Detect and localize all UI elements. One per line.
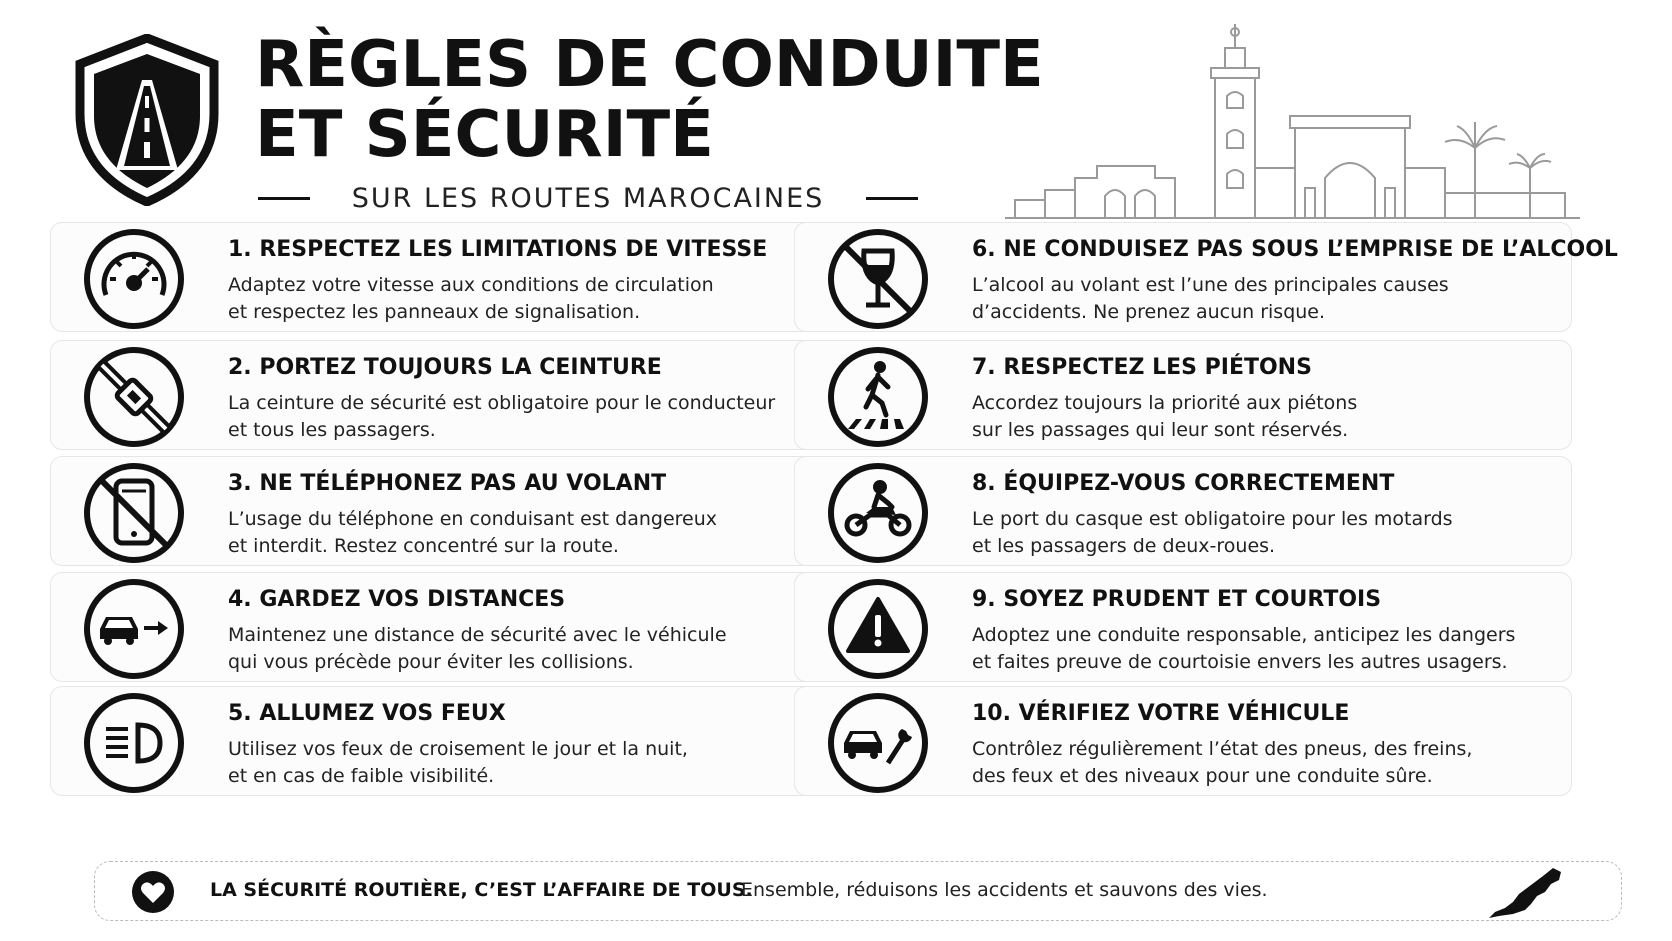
- car-wrench-icon: [826, 691, 930, 795]
- rule-title: 9. SOYEZ PRUDENT ET COURTOIS: [972, 587, 1382, 612]
- morocco-map-icon: [1485, 866, 1565, 920]
- subtitle-row: [258, 180, 918, 216]
- rule-title: 4. GARDEZ VOS DISTANCES: [228, 587, 566, 612]
- rule-description: [972, 736, 1472, 790]
- rule-description: [228, 390, 775, 444]
- rule-description-line-1: L’alcool au volant est l’une des principales causes: [972, 274, 1449, 296]
- rule-description-line-2: des feux et des niveaux pour une conduite sûre.: [972, 765, 1433, 787]
- header: [0, 0, 1672, 225]
- rule-card-10: [794, 686, 1572, 796]
- rule-description-line-1: Le port du casque est obligatoire pour les motards: [972, 508, 1453, 530]
- rule-description: [972, 272, 1449, 326]
- rule-card-1: [50, 222, 828, 332]
- page-title: [255, 30, 1044, 170]
- rule-title: 10. VÉRIFIEZ VOTRE VÉHICULE: [972, 701, 1350, 726]
- rule-description: [228, 272, 714, 326]
- rule-description-line-1: Utilisez vos feux de croisement le jour et la nuit,: [228, 738, 688, 760]
- rule-description: [228, 506, 717, 560]
- rule-description-line-2: et les passagers de deux-roues.: [972, 535, 1276, 557]
- headlight-icon: [82, 691, 186, 795]
- subtitle: SUR LES ROUTES MAROCAINES: [351, 182, 825, 214]
- warning-icon: [826, 577, 930, 681]
- rule-card-5: [50, 686, 828, 796]
- rule-title: 2. PORTEZ TOUJOURS LA CEINTURE: [228, 355, 662, 380]
- title-line-1: RÈGLES DE CONDUITE: [255, 28, 1044, 102]
- rule-card-2: [50, 340, 828, 450]
- rule-description-line-1: Accordez toujours la priorité aux piétons: [972, 392, 1358, 414]
- rule-description: [228, 736, 688, 790]
- rule-description: [972, 622, 1515, 676]
- rule-title: 3. NE TÉLÉPHONEZ PAS AU VOLANT: [228, 471, 667, 496]
- rule-description: [972, 506, 1453, 560]
- rule-description-line-1: L’usage du téléphone en conduisant est dangereux: [228, 508, 718, 530]
- rule-description-line-2: et en cas de faible visibilité.: [228, 765, 495, 787]
- no-phone-icon: [82, 461, 186, 565]
- pedestrian-icon: [826, 345, 930, 449]
- rule-title: 1. RESPECTEZ LES LIMITATIONS DE VITESSE: [228, 237, 768, 262]
- rule-description-line-2: et tous les passagers.: [228, 419, 436, 441]
- speedometer-icon: [82, 227, 186, 331]
- rule-card-4: [50, 572, 828, 682]
- rule-description-line-2: qui vous précède pour éviter les collisions.: [228, 651, 634, 673]
- shield-road-icon: [74, 34, 220, 206]
- title-line-2: ET SÉCURITÉ: [255, 98, 714, 172]
- rule-description: [228, 622, 727, 676]
- rule-title: 8. ÉQUIPEZ-VOUS CORRECTEMENT: [972, 471, 1395, 496]
- rule-description-line-2: d’accidents. Ne prenez aucun risque.: [972, 301, 1326, 323]
- rule-card-8: [794, 456, 1572, 566]
- no-alcohol-icon: [826, 227, 930, 331]
- footer-text: Ensemble, réduisons les accidents et sauvons des vies.: [741, 879, 1268, 901]
- car-distance-icon: [82, 577, 186, 681]
- rule-description-line-2: et respectez les panneaux de signalisation.: [228, 301, 641, 323]
- rule-description-line-1: Adaptez votre vitesse aux conditions de circulation: [228, 274, 714, 296]
- subtitle-rule-left: [258, 197, 310, 200]
- rule-description-line-2: et faites preuve de courtoisie envers les autres usagers.: [972, 651, 1508, 673]
- rule-description-line-1: Contrôlez régulièrement l’état des pneus, des freins,: [972, 738, 1473, 760]
- subtitle-rule-right: [866, 197, 918, 200]
- rule-title: 6. NE CONDUISEZ PAS SOUS L’EMPRISE DE L’ALCOOL: [972, 237, 1618, 262]
- rule-card-9: [794, 572, 1572, 682]
- seatbelt-icon: [82, 345, 186, 449]
- motorcycle-icon: [826, 461, 930, 565]
- heart-icon: [131, 870, 175, 914]
- footer-slogan: LA SÉCURITÉ ROUTIÈRE, C’EST L’AFFAIRE DE TOUS.: [210, 879, 753, 901]
- rule-card-3: [50, 456, 828, 566]
- rule-title: 5. ALLUMEZ VOS FEUX: [228, 701, 506, 726]
- rule-description-line-2: et interdit. Restez concentré sur la route.: [228, 535, 619, 557]
- rule-description-line-1: Maintenez une distance de sécurité avec le véhicule: [228, 624, 727, 646]
- rule-description-line-1: Adoptez une conduite responsable, anticipez les dangers: [972, 624, 1516, 646]
- footer-banner: [94, 861, 1622, 921]
- rule-card-7: [794, 340, 1572, 450]
- moroccan-skyline-illustration: [1005, 18, 1580, 223]
- rule-description-line-2: sur les passages qui leur sont réservés.: [972, 419, 1349, 441]
- rule-title: 7. RESPECTEZ LES PIÉTONS: [972, 355, 1312, 380]
- rule-description: [972, 390, 1357, 444]
- rule-card-6: [794, 222, 1618, 332]
- rule-description-line-1: La ceinture de sécurité est obligatoire pour le conducteur: [228, 392, 776, 414]
